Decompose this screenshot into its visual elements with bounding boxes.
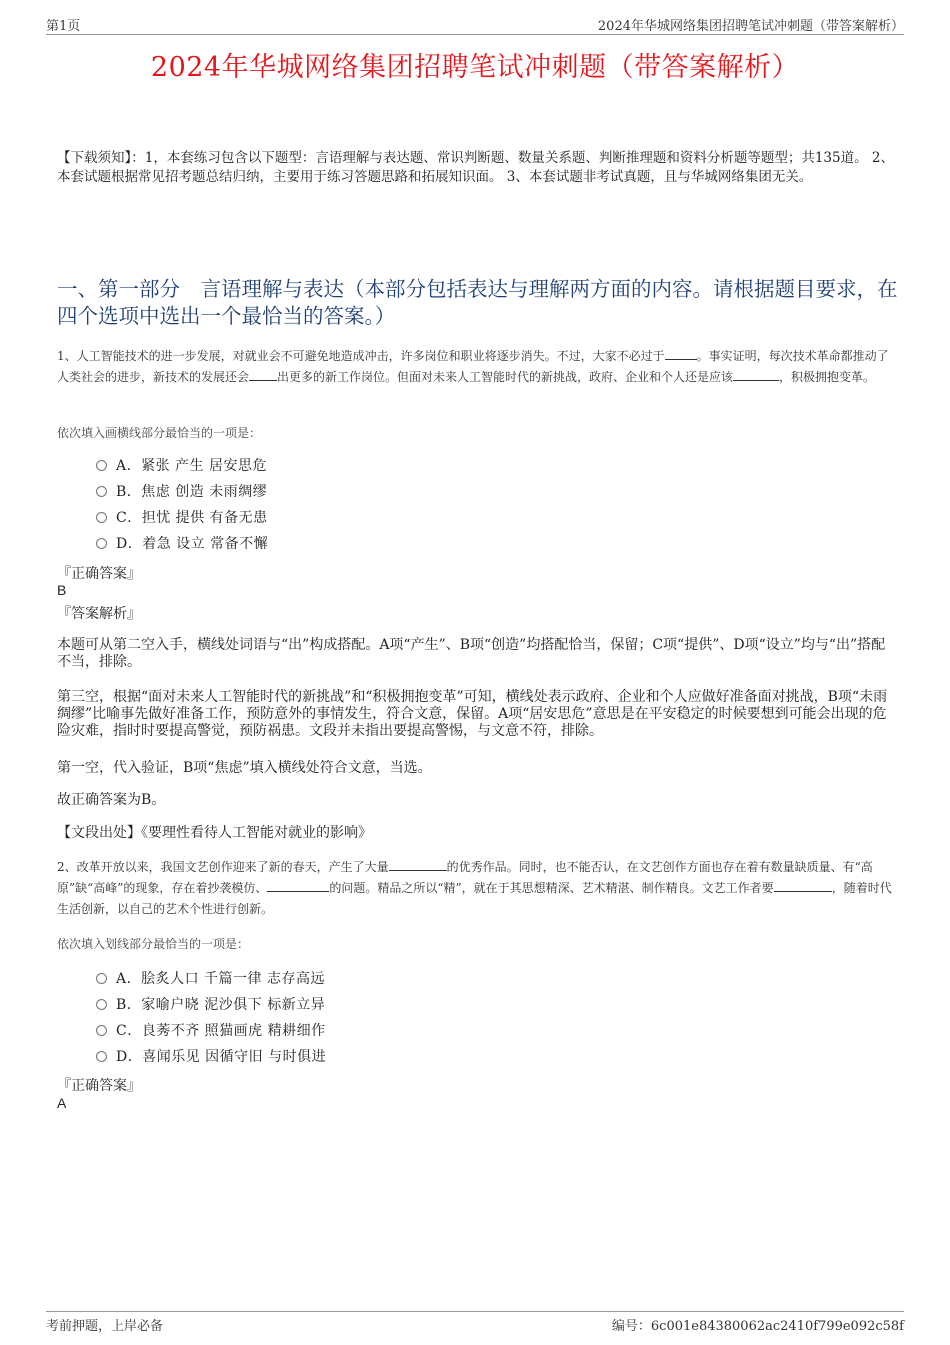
source-citation: 【文段出处】《要理性看待人工智能对就业的影响》 xyxy=(57,825,372,841)
analysis-paragraph: 故正确答案为B。 xyxy=(57,792,166,808)
option-a[interactable]: A．脍炙人口 千篇一律 志存高远 xyxy=(96,965,326,991)
option-a[interactable]: A．紧张 产生 居安思危 xyxy=(96,452,268,478)
radio-icon[interactable] xyxy=(96,460,107,471)
option-d[interactable]: D．喜闻乐见 因循守旧 与时俱进 xyxy=(96,1043,326,1069)
footer-slogan: 考前押题，上岸必备 xyxy=(46,1319,164,1334)
option-b[interactable]: B．家喻户晓 泥沙俱下 标新立异 xyxy=(96,991,326,1017)
answer-label: 『正确答案』 xyxy=(57,1078,141,1094)
section-title: 一、第一部分 言语理解与表达（本部分包括表达与理解两方面的内容。请根据题目要求，在四个选项中选出一个最恰当的答案。） xyxy=(57,277,898,328)
page-header xyxy=(46,14,904,35)
radio-icon[interactable] xyxy=(96,999,107,1010)
blank-2 xyxy=(267,879,329,892)
analysis-paragraph: 本题可从第二空入手，横线处词语与“出”构成搭配。A项“产生”、B项“创造”均搭配恰当，保留；C项“提供”、D项“设立”均与“出”搭配不当，排除。 xyxy=(57,637,886,670)
radio-icon[interactable] xyxy=(96,486,107,497)
page-number: 第1页 xyxy=(46,19,81,34)
footer-doc-id: 编号：6c001e84380062ac2410f799e092c58f xyxy=(611,1319,904,1334)
radio-icon[interactable] xyxy=(96,512,107,523)
header-doc-title: 2024年华城网络集团招聘笔试冲刺题（带答案解析） xyxy=(597,19,904,34)
question-2-stem: 2、改革开放以来，我国文艺创作迎来了新的春天，产生了大量 的优秀作品。同时，也不能否认，在文艺创作方面也存在着有数量缺质量、有“高原”缺“高峰”的现象，存在着抄袭模仿、 的问题。精品之所以“精”，就在于其思想精深、艺术精湛、制作精良。文艺工作者要 ，随着时代生活创新，以自己的艺术个性进行创新。 xyxy=(57,860,892,916)
radio-icon[interactable] xyxy=(96,538,107,549)
answer-value: A xyxy=(57,1095,67,1111)
blank-3 xyxy=(774,879,832,892)
analysis-label: 『答案解析』 xyxy=(57,606,141,622)
page-footer xyxy=(46,1311,904,1342)
analysis-paragraph: 第三空，根据“面对未来人工智能时代的新挑战”和“积极拥抱变革”可知，横线处表示政府、企业和个人应做好准备面对挑战，B项“未雨绸缪”比喻事先做好准备工作，预防意外的事情发生，符合文意，保留。A项“居安思危”意思是在平安稳定的时候要想到可能会出现的危险灾难，指时时要提高警觉，预防祸患。文段并未指出要提高警惕，与文意不符，排除。 xyxy=(57,689,888,739)
question-2-prompt: 依次填入划线部分最恰当的一项是： xyxy=(57,937,250,951)
option-b[interactable]: B．焦虑 创造 未雨绸缪 xyxy=(96,478,268,504)
option-c[interactable]: C．担忧 提供 有备无患 xyxy=(96,504,268,530)
question-1-options xyxy=(96,452,268,556)
document-title: 2024年华城网络集团招聘笔试冲刺题（带答案解析） xyxy=(150,52,800,83)
radio-icon[interactable] xyxy=(96,1025,107,1036)
download-notice: 【下载须知】：1，本套练习包含以下题型：言语理解与表达题、常识判断题、数量关系题、判断推理题和资料分析题等题型；共135道。 2、本套试题根据常见招考题总结归纳，主要用于练习答题思路和拓展知识面。 3、本套试题非考试真题，且与华城网络集团无关。 xyxy=(57,150,894,185)
question-2-options xyxy=(96,965,326,1069)
analysis-paragraph: 第一空，代入验证，B项“焦虑”填入横线处符合文意，当选。 xyxy=(57,760,432,776)
blank-2 xyxy=(249,368,277,381)
question-1-prompt: 依次填入画横线部分最恰当的一项是： xyxy=(57,426,262,440)
radio-icon[interactable] xyxy=(96,1051,107,1062)
radio-icon[interactable] xyxy=(96,973,107,984)
blank-1 xyxy=(665,347,697,360)
blank-3 xyxy=(733,368,779,381)
option-c[interactable]: C．良莠不齐 照猫画虎 精耕细作 xyxy=(96,1017,326,1043)
question-1-stem: 1、人工智能技术的进一步发展，对就业会不可避免地造成冲击，许多岗位和职业将逐步消失。不过，大家不必过于 。事实证明，每次技术革命都推动了人类社会的进步，新技术的发展还会 出更多的新工作岗位。但面对未来人工智能时代的新挑战，政府、企业和个人还是应该 ，积极拥抱变革。 xyxy=(57,349,889,384)
option-d[interactable]: D．着急 设立 常备不懈 xyxy=(96,530,268,556)
answer-label: 『正确答案』 xyxy=(57,566,141,582)
blank-1 xyxy=(389,858,447,871)
answer-value: B xyxy=(57,582,67,598)
